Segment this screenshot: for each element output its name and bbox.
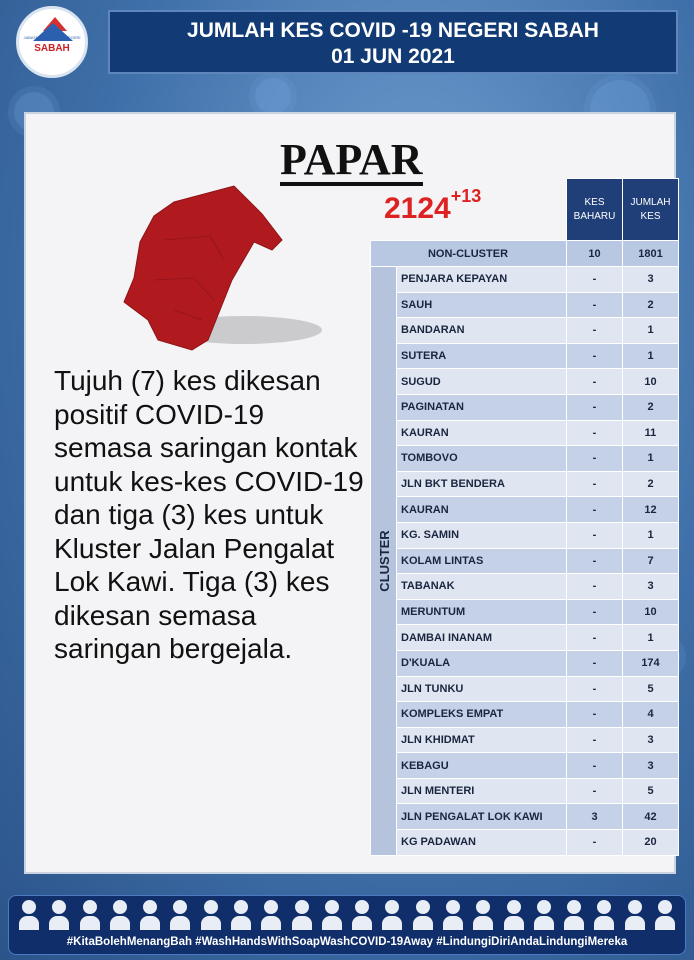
table-row — [371, 548, 679, 574]
row-name: PAGINATAN — [397, 394, 567, 420]
virus-decoration — [255, 78, 291, 114]
frontliner-icon — [625, 900, 645, 930]
row-new: - — [567, 548, 623, 574]
row-name: KOMPLEKS EMPAT — [397, 702, 567, 728]
row-new: - — [567, 522, 623, 548]
footer-hashtags: #KitaBolehMenangBah #WashHandsWithSoapWashCOVID-19Away #LindungiDiriAndaLindungiMereka — [66, 936, 628, 948]
row-new: - — [567, 702, 623, 728]
row-new: - — [567, 830, 623, 856]
logo-mountain-icon — [33, 23, 73, 41]
table-row — [371, 625, 679, 651]
logo-text: SABAH — [34, 43, 70, 54]
row-new: - — [567, 420, 623, 446]
row-total: 174 — [623, 650, 679, 676]
row-total: 10 — [623, 599, 679, 625]
row-total: 1 — [623, 318, 679, 344]
row-total: 2 — [623, 292, 679, 318]
frontliner-icon — [261, 900, 281, 930]
row-total: 1 — [623, 343, 679, 369]
table-row — [371, 804, 679, 830]
row-new: - — [567, 497, 623, 523]
row-name: KEBAGU — [397, 753, 567, 779]
new-cases: +13 — [450, 186, 482, 206]
table-row — [371, 778, 679, 804]
header-date: 01 JUN 2021 — [331, 45, 455, 68]
row-total: 4 — [623, 702, 679, 728]
row-name: SUGUD — [397, 369, 567, 395]
frontliner-icon — [80, 900, 100, 930]
frontliner-icon — [382, 900, 402, 930]
district-map-icon — [114, 180, 324, 360]
row-new: - — [567, 394, 623, 420]
row-new: - — [567, 292, 623, 318]
row-new: - — [567, 625, 623, 651]
row-name: JLN TUNKU — [397, 676, 567, 702]
row-total: 3 — [623, 267, 679, 293]
row-total: 11 — [623, 420, 679, 446]
row-name: SAUH — [397, 292, 567, 318]
row-name: NON-CLUSTER — [371, 241, 567, 267]
sabah-health-logo — [16, 6, 88, 78]
frontliner-icon — [292, 900, 312, 930]
row-new: - — [567, 318, 623, 344]
table-row — [371, 702, 679, 728]
row-name: BANDARAN — [397, 318, 567, 344]
row-name: JLN PENGALAT LOK KAWI — [397, 804, 567, 830]
table-row — [371, 676, 679, 702]
row-name: TOMBOVO — [397, 446, 567, 472]
frontliner-icon — [231, 900, 251, 930]
row-total: 1 — [623, 625, 679, 651]
frontliner-icon — [655, 900, 675, 930]
row-total: 2 — [623, 394, 679, 420]
row-total: 10 — [623, 369, 679, 395]
table-row — [371, 497, 679, 523]
row-name: PENJARA KEPAYAN — [397, 267, 567, 293]
row-new: - — [567, 727, 623, 753]
row-name: MERUNTUM — [397, 599, 567, 625]
row-new: - — [567, 267, 623, 293]
table-row — [371, 267, 679, 293]
col-new-cases: KES BAHARU — [567, 179, 623, 241]
row-name: TABANAK — [397, 574, 567, 600]
table-row — [371, 292, 679, 318]
frontliner-icon — [443, 900, 463, 930]
row-new: - — [567, 753, 623, 779]
row-total: 2 — [623, 471, 679, 497]
row-new: - — [567, 778, 623, 804]
row-total: 1 — [623, 446, 679, 472]
header-title — [108, 10, 678, 74]
table-row-noncluster — [371, 241, 679, 267]
row-name: JLN MENTERI — [397, 778, 567, 804]
frontliner-icon — [19, 900, 39, 930]
row-name: D'KUALA — [397, 650, 567, 676]
row-name: DAMBAI INANAM — [397, 625, 567, 651]
row-total: 1 — [623, 522, 679, 548]
frontliner-icon — [170, 900, 190, 930]
row-name: SUTERA — [397, 343, 567, 369]
row-name: KAURAN — [397, 420, 567, 446]
row-total: 12 — [623, 497, 679, 523]
row-name: KG. SAMIN — [397, 522, 567, 548]
table-row — [371, 446, 679, 472]
row-new: 3 — [567, 804, 623, 830]
table-row — [371, 522, 679, 548]
frontliner-icon — [504, 900, 524, 930]
frontliner-icon — [534, 900, 554, 930]
row-total: 3 — [623, 727, 679, 753]
table-row — [371, 830, 679, 856]
row-total: 20 — [623, 830, 679, 856]
frontliner-icon — [322, 900, 342, 930]
table-row — [371, 471, 679, 497]
row-name: KOLAM LINTAS — [397, 548, 567, 574]
total-cases: 2124 — [384, 192, 451, 225]
frontliner-icon — [140, 900, 160, 930]
row-total: 3 — [623, 574, 679, 600]
logo-subtext: JABATAN KESIHATAN NEGERI — [23, 35, 81, 40]
header-line1: JUMLAH KES COVID -19 NEGERI SABAH — [187, 19, 599, 42]
table-row — [371, 650, 679, 676]
row-new: - — [567, 599, 623, 625]
frontliner-icon — [201, 900, 221, 930]
cluster-label: CLUSTER — [377, 530, 393, 592]
cluster-label-cell — [371, 267, 397, 856]
row-new: - — [567, 471, 623, 497]
row-name: KAURAN — [397, 497, 567, 523]
row-total: 5 — [623, 778, 679, 804]
frontliner-icon — [110, 900, 130, 930]
row-new: - — [567, 574, 623, 600]
row-total: 7 — [623, 548, 679, 574]
table-row — [371, 343, 679, 369]
row-name: JLN KHIDMAT — [397, 727, 567, 753]
frontliner-icon — [473, 900, 493, 930]
row-name: KG PADAWAN — [397, 830, 567, 856]
row-total: 42 — [623, 804, 679, 830]
case-description: Tujuh (7) kes dikesan positif COVID-19 semasa saringan kontak untuk kes-kes COVID-19 dan tiga (3) kes untuk Kluster Jalan Pengalat Lok Kawi. Tiga (3) kes dikesan semasa saringan bergejala. — [54, 365, 364, 664]
row-new: - — [567, 676, 623, 702]
frontliner-icon — [594, 900, 614, 930]
table-row — [371, 574, 679, 600]
table-row — [371, 318, 679, 344]
table-row — [371, 727, 679, 753]
row-new: - — [567, 343, 623, 369]
row-total: 3 — [623, 753, 679, 779]
table-row — [371, 753, 679, 779]
col-total-cases: JUMLAH KES — [623, 179, 679, 241]
cluster-table — [370, 178, 679, 856]
row-new: - — [567, 369, 623, 395]
row-total: 1801 — [623, 241, 679, 267]
table-row — [371, 420, 679, 446]
frontliner-icon — [352, 900, 372, 930]
frontliner-icon — [413, 900, 433, 930]
table-row — [371, 369, 679, 395]
row-total: 5 — [623, 676, 679, 702]
table-row — [371, 599, 679, 625]
row-new: 10 — [567, 241, 623, 267]
district-name: PAPAR — [280, 135, 423, 184]
frontliners-row — [19, 900, 675, 934]
frontliner-icon — [49, 900, 69, 930]
frontliner-icon — [564, 900, 584, 930]
table-row — [371, 394, 679, 420]
row-new: - — [567, 446, 623, 472]
footer-banner — [8, 895, 686, 955]
row-new: - — [567, 650, 623, 676]
row-name: JLN BKT BENDERA — [397, 471, 567, 497]
